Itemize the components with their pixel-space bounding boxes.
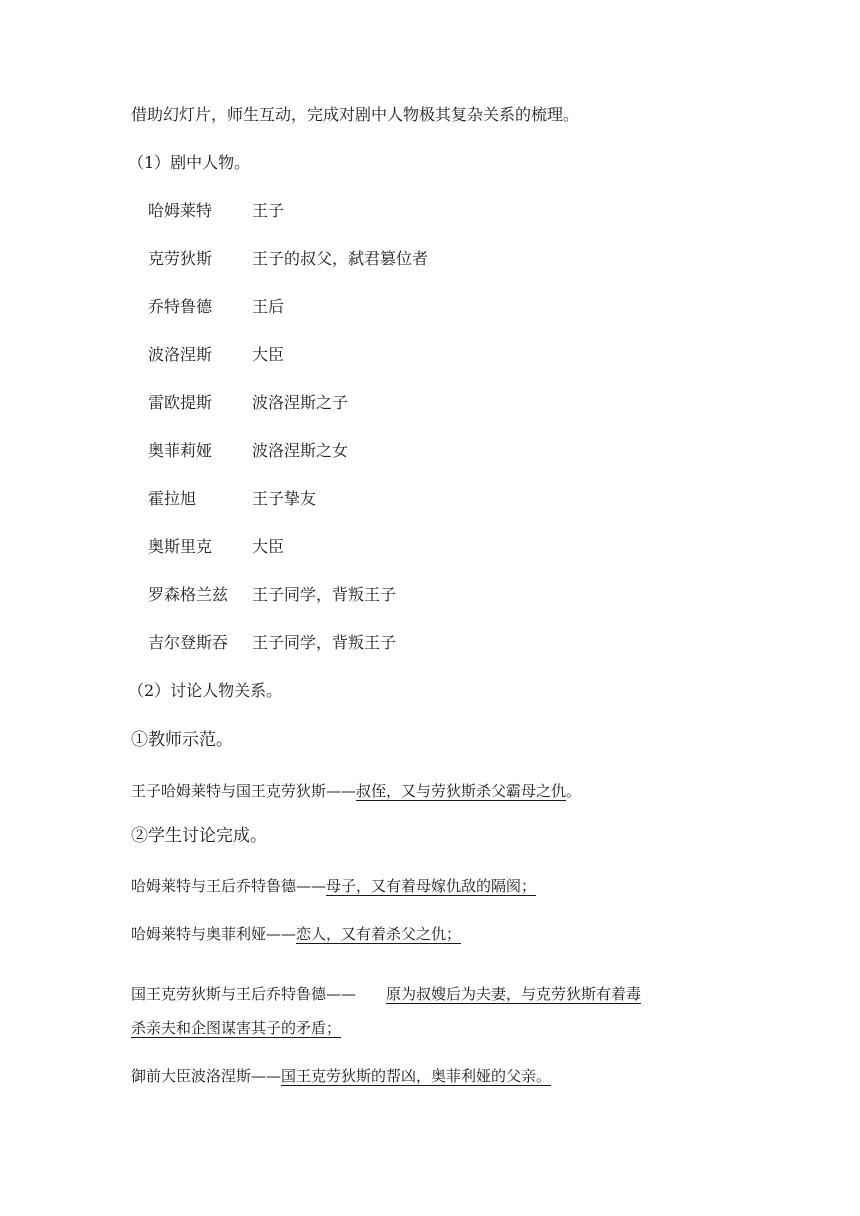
step1-heading: ①教师示范。 [131, 730, 233, 750]
character-name: 雷欧提斯 [148, 393, 213, 412]
relation-answer: 国王克劳狄斯的帮凶，奥菲利娅的父亲。 [281, 1067, 552, 1085]
character-row [148, 295, 284, 319]
character-name: 波洛涅斯 [148, 345, 213, 364]
character-role: 王后 [252, 297, 285, 316]
character-role: 大臣 [252, 345, 285, 364]
relation-answer-part1: 原为叔嫂后为夫妻，与克劳狄斯有着毒 [386, 985, 642, 1003]
character-role: 王子同学，背叛王子 [252, 633, 397, 652]
character-row [148, 343, 284, 367]
section2-heading: （2）讨论人物关系。 [128, 681, 283, 700]
character-name: 霍拉旭 [148, 489, 197, 508]
character-row [148, 439, 348, 463]
relation-answer: 恋人，又有着杀父之仇； [296, 925, 462, 943]
relation-end-mark: 。 [566, 782, 582, 800]
character-name: 奥菲莉娅 [148, 441, 213, 460]
character-row [148, 487, 316, 511]
section1-heading: （1）剧中人物。 [128, 153, 251, 172]
character-role: 大臣 [252, 537, 285, 556]
relation-pair: 御前大臣波洛涅斯—— [131, 1067, 282, 1085]
character-row [148, 583, 396, 607]
relation-pair: 哈姆莱特与王后乔特鲁德—— [131, 877, 327, 895]
intro-paragraph: 借助幻灯片，师生互动，完成对剧中人物极其复杂关系的梳理。 [131, 105, 580, 124]
character-role: 王子同学，背叛王子 [252, 585, 397, 604]
relation-row [131, 922, 461, 946]
character-row [148, 199, 284, 223]
relation-row [131, 1064, 551, 1088]
character-name: 吉尔登斯吞 [148, 633, 229, 652]
character-name: 乔特鲁德 [148, 297, 213, 316]
relation-pair: 哈姆莱特与奥菲利娅—— [131, 925, 297, 943]
character-row [148, 631, 396, 655]
character-row [148, 247, 428, 271]
character-role: 波洛涅斯之子 [252, 393, 349, 412]
character-name: 奥斯里克 [148, 537, 213, 556]
relation-answer: 叔侄，又与劳狄斯杀父霸母之仇 [356, 782, 567, 800]
character-role: 王子 [252, 201, 285, 220]
character-role: 波洛涅斯之女 [252, 441, 349, 460]
relation-row [131, 982, 641, 1006]
character-name: 克劳狄斯 [148, 249, 213, 268]
character-name: 哈姆莱特 [148, 201, 213, 220]
character-row [148, 535, 284, 559]
character-role: 王子挚友 [252, 489, 317, 508]
relation-row [131, 874, 536, 898]
relation-answer: 母子，又有着母嫁仇敌的隔阂； [326, 877, 537, 895]
relation-row [131, 779, 581, 803]
step2-heading: ②学生讨论完成。 [131, 826, 267, 846]
character-row [148, 391, 348, 415]
character-name: 罗森格兰兹 [148, 585, 229, 604]
relation-answer-part2: 杀亲夫和企图谋害其子的矛盾； [131, 1019, 342, 1037]
relation-continuation [131, 1016, 341, 1040]
character-role: 王子的叔父，弑君篡位者 [252, 249, 429, 268]
relation-pair: 王子哈姆莱特与国王克劳狄斯—— [131, 782, 357, 800]
relation-pair: 国王克劳狄斯与王后乔特鲁德—— [131, 985, 357, 1003]
